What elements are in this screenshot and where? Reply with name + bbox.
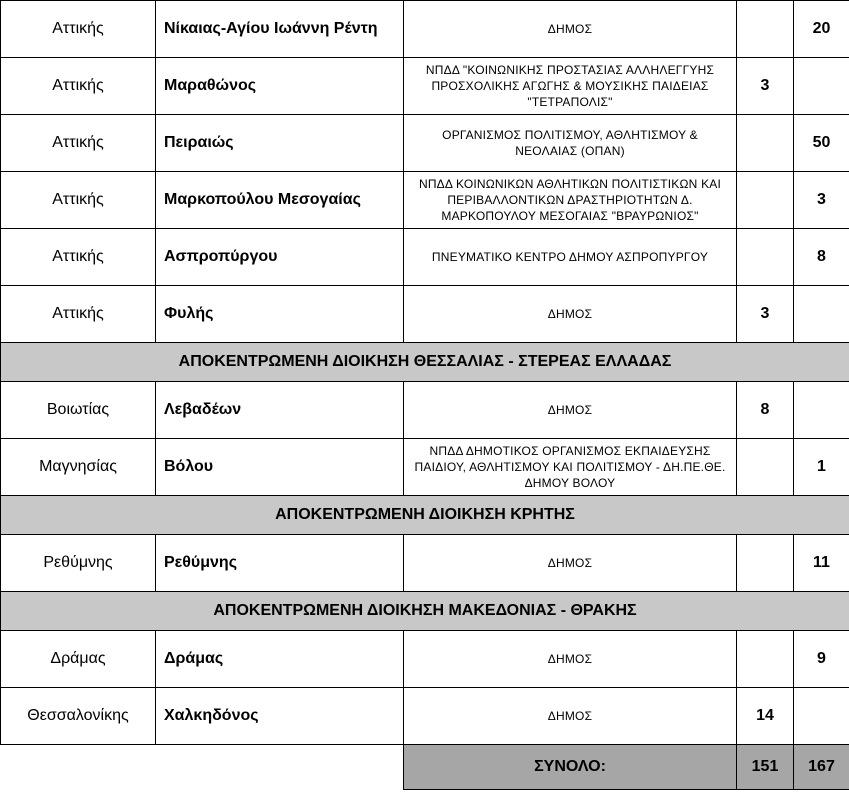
municipality-cell: Φυλής <box>156 286 404 343</box>
entity-cell: ΔΗΜΟΣ <box>404 1 737 58</box>
count-a-cell <box>737 172 794 229</box>
total-row <box>1 745 849 790</box>
count-a-cell <box>737 229 794 286</box>
count-b-cell: 11 <box>794 535 849 592</box>
entity-cell: ΔΗΜΟΣ <box>404 286 737 343</box>
region-cell: Αττικής <box>1 58 156 115</box>
municipality-cell: Βόλου <box>156 439 404 496</box>
region-cell: Δράμας <box>1 631 156 688</box>
count-b-cell: 3 <box>794 172 849 229</box>
table-row <box>1 115 849 172</box>
region-cell: Αττικής <box>1 172 156 229</box>
entity-cell: ΔΗΜΟΣ <box>404 535 737 592</box>
region-cell: Μαγνησίας <box>1 439 156 496</box>
table-row <box>1 229 849 286</box>
section-title-macedonia: ΑΠΟΚΕΝΤΡΩΜΕΝΗ ΔΙΟΙΚΗΣΗ ΜΑΚΕΔΟΝΙΑΣ - ΘΡΑΚΗΣ <box>1 592 849 631</box>
table-row <box>1 286 849 343</box>
table-row <box>1 1 849 58</box>
municipality-cell: Νίκαιας-Αγίου Ιωάννη Ρέντη <box>156 1 404 58</box>
entity-cell: ΟΡΓΑΝΙΣΜΟΣ ΠΟΛΙΤΙΣΜΟΥ, ΑΘΛΗΤΙΣΜΟΥ & ΝΕΟΛΑΙΑΣ (ΟΠΑΝ) <box>404 115 737 172</box>
table-row <box>1 688 849 745</box>
section-row <box>1 496 849 535</box>
count-b-cell: 8 <box>794 229 849 286</box>
entity-cell: ΠΝΕΥΜΑΤΙΚΟ ΚΕΝΤΡΟ ΔΗΜΟΥ ΑΣΠΡΟΠΥΡΓΟΥ <box>404 229 737 286</box>
region-cell: Αττικής <box>1 229 156 286</box>
section-title-crete: ΑΠΟΚΕΝΤΡΩΜΕΝΗ ΔΙΟΙΚΗΣΗ ΚΡΗΤΗΣ <box>1 496 849 535</box>
region-cell: Ρεθύμνης <box>1 535 156 592</box>
section-row <box>1 592 849 631</box>
section-row <box>1 343 849 382</box>
municipality-cell: Δράμας <box>156 631 404 688</box>
region-cell: Αττικής <box>1 286 156 343</box>
count-b-cell: 1 <box>794 439 849 496</box>
table-row <box>1 535 849 592</box>
total-label: ΣΥΝΟΛΟ: <box>404 745 737 790</box>
count-b-cell: 20 <box>794 1 849 58</box>
count-a-cell <box>737 535 794 592</box>
count-b-cell: 50 <box>794 115 849 172</box>
municipality-cell: Πειραιώς <box>156 115 404 172</box>
entity-cell: ΝΠΔΔ ΔΗΜΟΤΙΚΟΣ ΟΡΓΑΝΙΣΜΟΣ ΕΚΠΑΙΔΕΥΣΗΣ ΠΑΙΔΙΟΥ, ΑΘΛΗΤΙΣΜΟΥ ΚΑΙ ΠΟΛΙΤΙΣΜΟΥ - ΔΗ.ΠΕ.ΘΕ. ΔΗΜΟΥ ΒΟΛΟΥ <box>404 439 737 496</box>
count-a-cell: 14 <box>737 688 794 745</box>
section-title-thessaly: ΑΠΟΚΕΝΤΡΩΜΕΝΗ ΔΙΟΙΚΗΣΗ ΘΕΣΣΑΛΙΑΣ - ΣΤΕΡΕΑΣ ΕΛΛΑΔΑΣ <box>1 343 849 382</box>
count-b-cell <box>794 58 849 115</box>
municipality-cell: Χαλκηδόνος <box>156 688 404 745</box>
count-a-cell <box>737 439 794 496</box>
table-row <box>1 382 849 439</box>
count-a-cell: 8 <box>737 382 794 439</box>
entity-cell: ΔΗΜΟΣ <box>404 631 737 688</box>
total-a: 151 <box>737 745 794 790</box>
count-a-cell: 3 <box>737 58 794 115</box>
count-a-cell <box>737 631 794 688</box>
table-row <box>1 439 849 496</box>
table-row <box>1 631 849 688</box>
count-b-cell <box>794 688 849 745</box>
count-b-cell <box>794 286 849 343</box>
region-cell: Αττικής <box>1 115 156 172</box>
municipality-cell: Μαρκοπούλου Μεσογαίας <box>156 172 404 229</box>
count-a-cell <box>737 1 794 58</box>
region-cell: Θεσσαλονίκης <box>1 688 156 745</box>
table-row <box>1 58 849 115</box>
count-b-cell: 9 <box>794 631 849 688</box>
total-b: 167 <box>794 745 849 790</box>
municipality-cell: Μαραθώνος <box>156 58 404 115</box>
table-row <box>1 172 849 229</box>
entity-cell: ΔΗΜΟΣ <box>404 688 737 745</box>
entity-cell: ΝΠΔΔ "ΚΟΙΝΩΝΙΚΗΣ ΠΡΟΣΤΑΣΙΑΣ ΑΛΛΗΛΕΓΓΥΗΣ ΠΡΟΣΧΟΛΙΚΗΣ ΑΓΩΓΗΣ & ΜΟΥΣΙΚΗΣ ΠΑΙΔΕΙΑΣ "ΤΕΤΡΑΠΟΛΙΣ" <box>404 58 737 115</box>
total-spacer <box>1 745 404 790</box>
municipality-cell: Ασπροπύργου <box>156 229 404 286</box>
entity-cell: ΔΗΜΟΣ <box>404 382 737 439</box>
count-b-cell <box>794 382 849 439</box>
municipality-cell: Ρεθύμνης <box>156 535 404 592</box>
municipality-cell: Λεβαδέων <box>156 382 404 439</box>
count-a-cell: 3 <box>737 286 794 343</box>
region-cell: Βοιωτίας <box>1 382 156 439</box>
entity-cell: ΝΠΔΔ ΚΟΙΝΩΝΙΚΩΝ ΑΘΛΗΤΙΚΩΝ ΠΟΛΙΤΙΣΤΙΚΩΝ ΚΑΙ ΠΕΡΙΒΑΛΛΟΝΤΙΚΩΝ ΔΡΑΣΤΗΡΙΟΤΗΤΩΝ Δ. ΜΑΡΚΟΠΟΥΛΟΥ ΜΕΣΟΓΑΙΑΣ "ΒΡΑΥΡΩΝΙΟΣ" <box>404 172 737 229</box>
count-a-cell <box>737 115 794 172</box>
region-cell: Αττικής <box>1 1 156 58</box>
